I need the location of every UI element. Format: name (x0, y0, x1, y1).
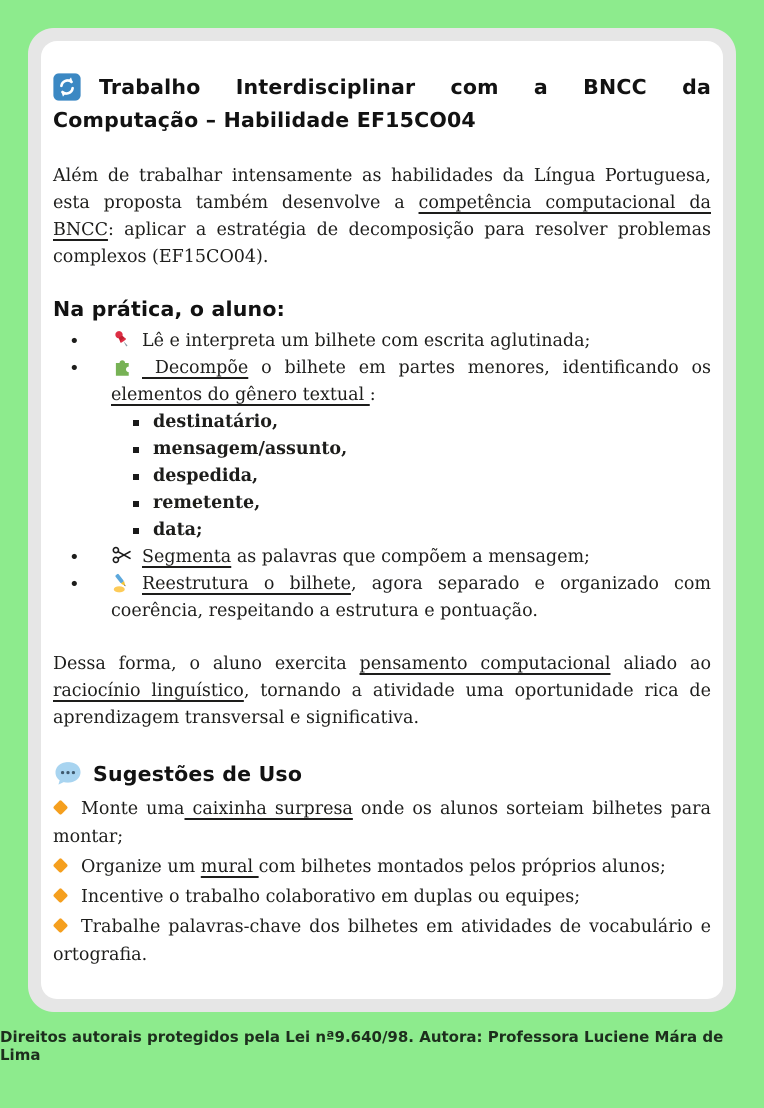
practice-item-text (142, 547, 590, 567)
pushpin-icon (111, 328, 133, 355)
suggestions-heading (53, 758, 711, 788)
suggestions-heading-text: Sugestões de Uso (93, 762, 303, 786)
bullet-dot-icon: • (69, 574, 80, 595)
diamond-bullet-icon (53, 858, 69, 874)
sub-item (111, 409, 711, 436)
text-segment: onde os alunos sorteiam bilhetes para montar; (53, 799, 711, 847)
practice-item (53, 355, 711, 544)
diamond-bullet-icon (53, 800, 69, 816)
diamond-bullet-icon (53, 918, 69, 934)
sub-item-text: destinatário, (153, 412, 279, 432)
practice-item-text (111, 574, 711, 621)
text-segment: : (369, 385, 376, 405)
speech-balloon-icon (53, 762, 83, 786)
sub-item (111, 517, 711, 544)
text-segment: Incentive o trabalho colaborativo em duplas ou equipes; (81, 887, 581, 907)
text-segment: Trabalhe palavras-chave dos bilhetes em atividades de vocabulário e ortografia. (53, 917, 711, 965)
sub-list (111, 409, 711, 544)
sub-item-text: data; (153, 520, 203, 540)
practice-item-text (142, 331, 590, 351)
sub-item (111, 436, 711, 463)
practice-heading-text: Na prática, o aluno: (53, 297, 286, 321)
text-segment: , tornando a atividade uma oportunidade rica de aprendizagem transversal e significativa. (53, 681, 711, 728)
underlined-text: elementos do gênero textual (111, 385, 370, 405)
text-segment: as palavras que compõem a mensagem; (231, 547, 590, 567)
practice-item (53, 544, 711, 571)
underlined-text: Decompõe (142, 358, 249, 378)
practice-item (53, 328, 711, 355)
underlined-text: Segmenta (142, 547, 232, 567)
page-title-text: Trabalho Interdisciplinar com a BNCC da Computação – Habilidade EF15CO04 (53, 75, 711, 132)
underlined-text: Reestrutura o bilhete (142, 574, 351, 594)
document-card (41, 41, 723, 999)
text-segment: Monte uma (81, 799, 185, 819)
underlined-text: caixinha surpresa (184, 799, 353, 819)
text-segment: Organize um (81, 857, 201, 877)
bullet-dot-icon: • (69, 358, 80, 379)
suggestion-item (53, 913, 711, 969)
square-bullet-icon (133, 447, 139, 453)
sub-item (111, 463, 711, 490)
text-segment: com bilhetes montados pelos próprios alunos; (258, 857, 666, 877)
underlined-text: pensamento computacional (359, 654, 611, 674)
diamond-bullet-icon (53, 888, 69, 904)
writing-hand-icon (111, 571, 133, 598)
sub-item-text: remetente, (153, 493, 261, 513)
text-segment: Além de trabalhar intensamente as habilidades da Língua Portuguesa, esta proposta também desenvolve a (53, 166, 711, 213)
text-segment: o bilhete em partes menores, identificando os (248, 358, 711, 378)
practice-list (53, 328, 711, 625)
copyright-text: Direitos autorais protegidos pela Lei nª9.640/98. Autora: Professora Luciene Mára de Lima (0, 1028, 724, 1064)
suggestions-list (53, 795, 711, 969)
scissors-icon (111, 544, 133, 571)
closing-paragraph (53, 651, 711, 732)
text-segment: aliado ao (610, 654, 711, 674)
underlined-text: mural (200, 857, 259, 877)
sub-item-text: despedida, (153, 466, 259, 486)
suggestion-item (53, 883, 711, 911)
sub-item (111, 490, 711, 517)
counterclockwise-arrows-icon (53, 71, 81, 104)
intro-paragraph (53, 163, 711, 271)
suggestion-item (53, 853, 711, 881)
underlined-text: competência computacional da BNCC (53, 193, 711, 240)
square-bullet-icon (133, 474, 139, 480)
bullet-dot-icon: • (69, 547, 80, 568)
text-segment: Lê e interpreta um bilhete com escrita aglutinada; (142, 331, 591, 351)
square-bullet-icon (133, 420, 139, 426)
card-border (28, 28, 736, 1012)
practice-item-text (111, 358, 711, 405)
copyright-footer (0, 1012, 764, 1080)
sub-item-text: mensagem/assunto, (153, 439, 348, 459)
square-bullet-icon (133, 528, 139, 534)
text-segment: , agora separado e organizado com coerência, respeitando a estrutura e pontuação. (111, 574, 711, 621)
puzzle-icon (111, 355, 133, 382)
text-segment: Dessa forma, o aluno exercita (53, 654, 360, 674)
square-bullet-icon (133, 501, 139, 507)
practice-item (53, 571, 711, 625)
bullet-dot-icon: • (69, 331, 80, 352)
underlined-text: raciocínio linguístico (53, 681, 244, 701)
suggestion-item (53, 795, 711, 851)
page-title (53, 71, 711, 137)
text-segment: : aplicar a estratégia de decomposição para resolver problemas complexos (EF15CO04). (53, 220, 711, 267)
practice-heading (53, 297, 711, 321)
